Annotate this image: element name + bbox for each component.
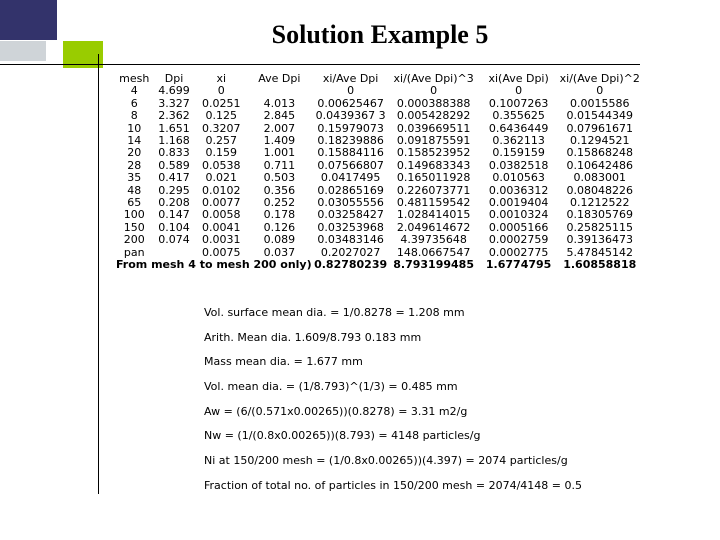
calculation-line: Aw = (6/(0.571x0.00265))(0.8278) = 3.31 m2/g xyxy=(204,404,468,418)
table-cell: 0.0002775 xyxy=(488,245,549,259)
table-cell: 150 xyxy=(123,220,145,234)
table-cell: 4.013 xyxy=(263,96,296,110)
table-cell: 0.0015586 xyxy=(569,96,630,110)
table-cell: 0.6436449 xyxy=(488,121,549,135)
table-cell: 0.126 xyxy=(263,220,296,234)
table-cell: 0.0075 xyxy=(202,245,241,259)
calculation-line: Nw = (1/(0.8x0.00265))(8.793) = 4148 particles/g xyxy=(204,429,481,443)
table-cell: 2.845 xyxy=(263,109,296,123)
table-body xyxy=(116,85,640,259)
table-cell: 148.0667547 xyxy=(396,245,471,259)
table-cell: 0.01544349 xyxy=(566,109,633,123)
table-cell: 0.18239886 xyxy=(317,134,384,148)
table-cell: 35 xyxy=(127,171,142,185)
table-cell: 0.15868248 xyxy=(566,146,633,160)
summary-value: 1.60858818 xyxy=(563,258,637,272)
table-cell: 0.149683343 xyxy=(396,158,471,172)
header-cell: xi/Ave Dpi xyxy=(322,72,379,85)
calculation-line: Fraction of total no. of particles in 150/200 mesh = 2074/4148 = 0.5 xyxy=(204,478,582,492)
table-cell: 6 xyxy=(130,96,138,110)
table-cell: 0.104 xyxy=(158,220,190,234)
table-cell: 0.0036312 xyxy=(488,183,549,197)
table-cell: 0.0102 xyxy=(202,183,241,197)
table-cell: 0.147 xyxy=(158,208,190,222)
calculation-line: Arith. Mean dia. 1.609/8.793 0.183 mm xyxy=(204,330,422,344)
table-cell: 5.47845142 xyxy=(566,245,633,259)
table-cell: 0.0002759 xyxy=(488,233,549,247)
table-cell: 0.089 xyxy=(263,233,296,247)
table-cell: 0.07961671 xyxy=(566,121,633,135)
table-cell: 0.0041 xyxy=(202,220,241,234)
table-cell: 0.005428292 xyxy=(396,109,471,123)
summary-value: 8.793199485 xyxy=(393,258,474,272)
table-cell: 100 xyxy=(123,208,145,222)
table-cell: 0.125 xyxy=(205,109,238,123)
table-cell: 0.0019404 xyxy=(488,196,549,210)
table-cell: 0.481159542 xyxy=(396,196,471,210)
table-cell: 0.252 xyxy=(263,196,296,210)
header-cell: xi/(Ave Dpi)^2 xyxy=(559,72,640,85)
table-cell: 1.168 xyxy=(158,134,190,148)
table-cell: 0.417 xyxy=(158,171,190,185)
table-cell: 0.010563 xyxy=(492,171,545,185)
table-cell: 0.021 xyxy=(205,171,238,185)
table-cell: 0.08048226 xyxy=(566,183,633,197)
decor-navy-square xyxy=(0,0,57,40)
table-cell: 0.07566807 xyxy=(317,158,384,172)
header-cell: mesh xyxy=(119,72,150,85)
calculation-line: Ni at 150/200 mesh = (1/0.8x0.00265))(4.397) = 2074 particles/g xyxy=(204,454,568,468)
table-cell: 0.2027027 xyxy=(320,245,381,259)
table-cell: 0 xyxy=(217,84,225,98)
table-cell: 0.10642486 xyxy=(566,158,633,172)
decor-gray-square xyxy=(0,41,46,61)
summary-row xyxy=(116,259,640,271)
table-cell: 0.0077 xyxy=(202,196,241,210)
table-cell: 0.1212522 xyxy=(569,196,630,210)
table-cell: 0.159159 xyxy=(492,146,545,160)
table-header-row xyxy=(116,73,640,85)
table-cell: 0.03055556 xyxy=(317,196,384,210)
table-cell: 0.295 xyxy=(158,183,190,197)
table-cell: 0.0538 xyxy=(202,158,241,172)
table-cell: 0.03253968 xyxy=(317,220,384,234)
decor-horizontal-rule xyxy=(0,64,640,65)
table-cell: 0.0251 xyxy=(202,96,241,110)
table-cell: 65 xyxy=(127,196,142,210)
table-cell: 0.362113 xyxy=(492,134,545,148)
table-cell: 0.178 xyxy=(263,208,296,222)
table-cell: 0.074 xyxy=(158,233,190,247)
header-cell: xi xyxy=(216,72,227,85)
table-cell: 0.226073771 xyxy=(396,183,471,197)
table-cell: 0 xyxy=(347,84,355,98)
table-cell: 4.39735648 xyxy=(400,233,467,247)
calculation-line: Vol. mean dia. = (1/8.793)^(1/3) = 0.485 mm xyxy=(204,380,458,394)
header-cell: Dpi xyxy=(164,72,184,85)
slide-title: Solution Example 5 xyxy=(271,20,489,49)
table-cell: 0.257 xyxy=(205,134,238,148)
table-cell: 0.711 xyxy=(263,158,296,172)
table-cell: 14 xyxy=(127,134,142,148)
table-cell: 0.03483146 xyxy=(317,233,384,247)
header-cell: xi(Ave Dpi) xyxy=(488,72,549,85)
header-cell: xi/(Ave Dpi)^3 xyxy=(393,72,474,85)
table-cell: 0.0439367 3 xyxy=(315,109,386,123)
table-cell: 4.699 xyxy=(158,84,190,98)
table-cell: 0 xyxy=(430,84,438,98)
table-cell: 0.0010324 xyxy=(488,208,549,222)
table-cell: 0.15979073 xyxy=(317,121,384,135)
table-cell: 2.049614672 xyxy=(396,220,471,234)
summary-value: 1.6774795 xyxy=(485,258,552,272)
table-cell: 0.0031 xyxy=(202,233,241,247)
table-cell: 0.037 xyxy=(263,245,296,259)
table-cell: 0.15884116 xyxy=(317,146,384,160)
table-row xyxy=(116,147,640,159)
table-cell: 10 xyxy=(127,121,142,135)
table-cell: 0 xyxy=(596,84,604,98)
calculation-line: Vol. surface mean dia. = 1/0.8278 = 1.208 mm xyxy=(204,306,465,319)
table-cell: 0.3207 xyxy=(202,121,241,135)
table-row xyxy=(116,110,640,122)
table-cell: 0.355625 xyxy=(492,109,545,123)
table-cell: 8 xyxy=(130,109,138,123)
table-cell: 0.1007263 xyxy=(488,96,549,110)
table-cell: 0.000388388 xyxy=(396,96,471,110)
table-cell: 0.0417495 xyxy=(320,171,381,185)
table-row xyxy=(116,234,640,246)
table-cell: 0.02865169 xyxy=(317,183,384,197)
summary-value: 0.82780239 xyxy=(314,258,388,272)
table-cell: 0.1294521 xyxy=(569,134,630,148)
table-cell: 0.0382518 xyxy=(488,158,549,172)
calculation-line: Mass mean dia. = 1.677 mm xyxy=(204,355,363,369)
table-cell: 0.039669511 xyxy=(396,121,471,135)
table-cell: 48 xyxy=(127,183,142,197)
table-row xyxy=(116,85,640,97)
data-table xyxy=(116,73,640,272)
table-cell: 1.651 xyxy=(158,121,190,135)
table-cell: 2.362 xyxy=(158,109,190,123)
table-cell: 0 xyxy=(515,84,523,98)
table-cell: 0.18305769 xyxy=(566,208,633,222)
table-cell: 200 xyxy=(123,233,145,247)
table-cell: 0.091875591 xyxy=(396,134,471,148)
table-cell: pan xyxy=(123,245,145,259)
table-row xyxy=(116,172,640,184)
table-row xyxy=(116,209,640,221)
table-cell: 0.0058 xyxy=(202,208,241,222)
table-cell: 3.327 xyxy=(158,96,190,110)
table-cell: 1.001 xyxy=(263,146,296,160)
table-cell: 0.00625467 xyxy=(317,96,384,110)
decor-vertical-rule xyxy=(98,54,99,494)
table-cell: 0.158523952 xyxy=(396,146,471,160)
header-cell: Ave Dpi xyxy=(258,72,301,85)
table-cell: 20 xyxy=(127,146,142,160)
table-cell: 1.028414015 xyxy=(396,208,471,222)
summary-label: From mesh 4 to mesh 200 only) xyxy=(116,258,312,272)
table-cell: 0.39136473 xyxy=(566,233,633,247)
table-cell: 1.409 xyxy=(263,134,296,148)
table-cell: 0.356 xyxy=(263,183,296,197)
table-cell: 2.007 xyxy=(263,121,296,135)
table-cell: 0.208 xyxy=(158,196,190,210)
table-cell: 0.165011928 xyxy=(396,171,471,185)
table-cell xyxy=(247,85,312,97)
calculations-list xyxy=(204,306,582,504)
table-cell: 28 xyxy=(127,158,142,172)
table-cell: 0.589 xyxy=(158,158,190,172)
table-cell: 0.083001 xyxy=(573,171,626,185)
table-cell: 0.159 xyxy=(205,146,238,160)
table-cell: 0.25825115 xyxy=(566,220,633,234)
table-cell: 0.03258427 xyxy=(317,208,384,222)
table-cell: 0.833 xyxy=(158,146,190,160)
table-cell: 4 xyxy=(130,84,138,98)
table-cell: 0.503 xyxy=(263,171,296,185)
table-cell: 0.0005166 xyxy=(488,220,549,234)
